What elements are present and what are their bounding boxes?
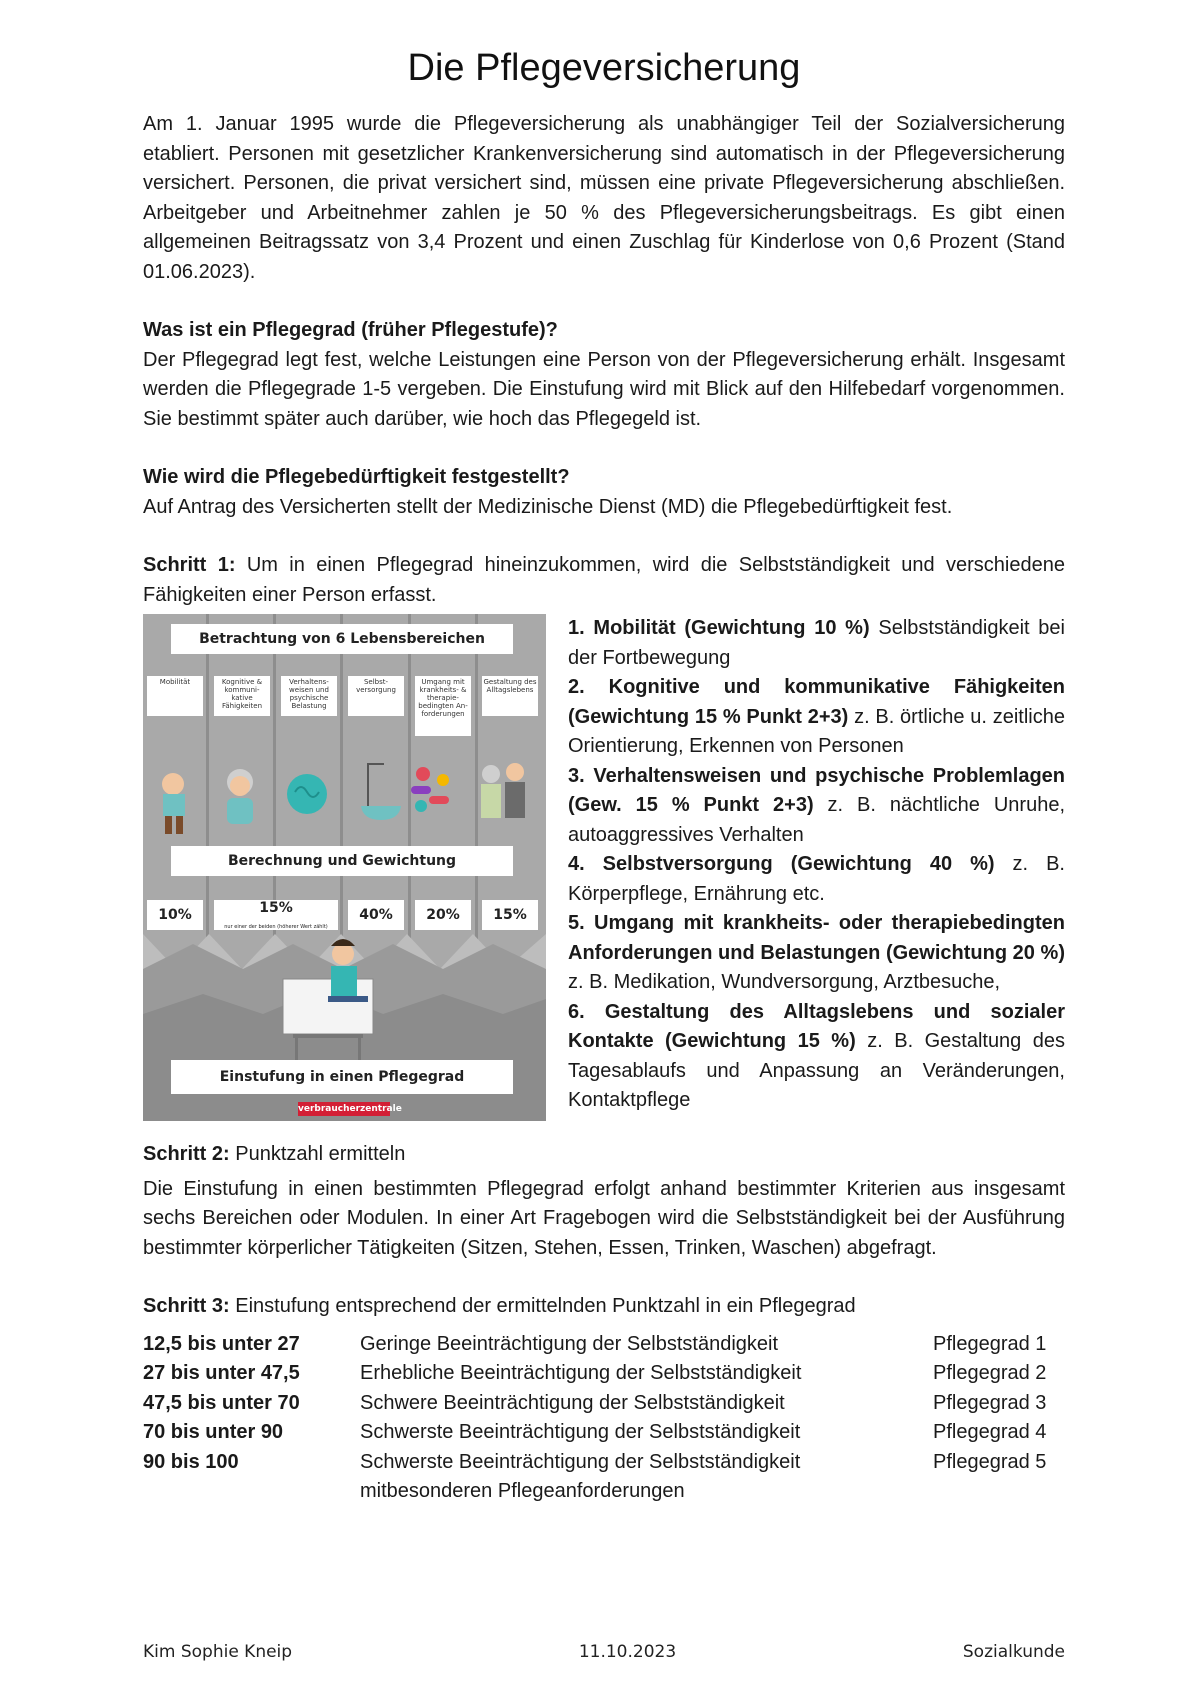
pct-illness: 20% xyxy=(415,900,471,930)
step2-text: Punktzahl ermitteln xyxy=(229,1143,406,1165)
pct-note: nur einer der beiden (höherer Wert zählt) xyxy=(224,924,328,930)
footer-author: Kim Sophie Kneip xyxy=(143,1642,293,1662)
section-heading-pflegegrad: Was ist ein Pflegegrad (früher Pflegestufe)? xyxy=(143,319,558,341)
step3-label: Schritt 3: xyxy=(143,1295,230,1317)
list-item: 6. Gestaltung des Alltagslebens und sozialer Kontakte (Gewichtung 15 %) z. B. Gestaltung des Tagesablaufs und Anpassung an Veränderungen, Kontaktpflege xyxy=(568,1000,1066,1111)
banner-einstufung: Einstufung in einen Pflegegrad xyxy=(171,1060,513,1094)
category-behaviour: Verhaltens-weisen und psychische Belastung xyxy=(281,676,337,716)
step1-content xyxy=(143,614,1065,1134)
grade5-extra: mitbesonderen Pflegeanforderungen xyxy=(360,1480,685,1502)
step1-label: Schritt 1: xyxy=(143,554,236,576)
step2-paragraph xyxy=(143,1140,1065,1170)
list-item: 5. Umgang mit krankheits- oder therapiebedingten Anforderungen und Belastungen (Gewichtung 20 %) z. B. Medikation, Wundversorgung, Arztbesuche, xyxy=(568,912,1065,993)
step2-body: Die Einstufung in einen bestimmten Pflegegrad erfolgt anhand bestimmter Kriterien aus insgesamt sechs Bereichen oder Modulen. In einer Art Fragebogen wird die Selbstständigkeit bei der Ausführung bestimmter körperlicher Tätigkeiten (Sitzen, Stehen, Essen, Trinken, Waschen) abgefragt. xyxy=(143,1177,1065,1259)
pct-mobility: 10% xyxy=(147,900,203,930)
category-daily-life: Gestaltung des Alltagslebens xyxy=(482,676,538,716)
page-footer xyxy=(143,1642,1065,1662)
intro-paragraph: Am 1. Januar 1995 wurde die Pflegeversicherung als unabhängiger Teil der Sozialversicherung etabliert. Personen mit gesetzlicher Krankenversicherung sind automatisch in der Pflegeversicherung versichert. Personen, die privat versichert sind, müssen eine private Pflegeversicherung abschließen. Arbeitgeber und Arbeitnehmer zahlen je 50 % des Pflegeversicherungsbeitrags. Es gibt einen allgemeinen Beitragssatz von 3,4 Prozent und einen Zuschlag für Kinderlose von 0,6 Prozent (Stand 01.06.2023). xyxy=(143,113,1065,283)
section-text-pflegegrad: Der Pflegegrad legt fest, welche Leistungen eine Person von der Pflegeversicherung erhält. Insgesamt werden die Pflegegrade 1-5 vergeben. Die Einstufung wird mit Blick auf den Hilfebedarf vorgenommen. Sie bestimmt später auch darüber, wie hoch das Pflegegeld ist. xyxy=(143,348,1065,430)
areas-list xyxy=(568,614,1065,1116)
grade-table xyxy=(143,1330,1065,1507)
step2-label: Schritt 2: xyxy=(143,1143,230,1165)
list-item: 1. Mobilität (Gewichtung 10 %) Selbstständigkeit bei der Fortbewegung xyxy=(568,617,1065,669)
table-row: 12,5 bis unter 27 Geringe Beeinträchtigung der Selbstständigkeit Pflegegrad 1 xyxy=(143,1332,1047,1355)
table-row: 90 bis 100 Schwerste Beeinträchtigung der Selbstständigkeit Pflegegrad 5 xyxy=(143,1450,1047,1473)
step3-paragraph xyxy=(143,1292,1065,1322)
category-illness: Umgang mit krankheits- & therapie-bedingten An-forderungen xyxy=(415,676,471,736)
list-item: 2. Kognitive und kommunikative Fähigkeiten (Gewichtung 15 % Punkt 2+3) z. B. örtliche u. zeitliche Orientierung, Erkennen von Personen xyxy=(568,676,1065,757)
list-item: 4. Selbstversorgung (Gewichtung 40 %) z. B. Körperpflege, Ernährung etc. xyxy=(568,853,1065,905)
pct-daily-life: 15% xyxy=(482,900,538,930)
section-text-feststellung: Auf Antrag des Versicherten stellt der Medizinische Dienst (MD) die Pflegebedürftigkeit fest. xyxy=(143,495,953,518)
pct-cognitive-behaviour xyxy=(214,900,338,930)
pct-selfcare: 40% xyxy=(348,900,404,930)
step3-text: Einstufung entsprechend der ermittelnden Punktzahl in ein Pflegegrad xyxy=(229,1295,856,1317)
list-item: 3. Verhaltensweisen und psychische Problemlagen (Gew. 15 % Punkt 2+3) z. B. nächtliche Unruhe, autoaggressives Verhalten xyxy=(568,764,1065,846)
category-mobility: Mobilität xyxy=(147,676,203,716)
category-cognitive: Kognitive & kommuni-kative Fähigkeiten xyxy=(214,676,270,716)
footer-subject: Sozialkunde xyxy=(962,1642,1065,1662)
page-title: Die Pflegeversicherung xyxy=(407,47,801,89)
document-page xyxy=(143,40,1065,1507)
banner-lebensbereiche: Betrachtung von 6 Lebensbereichen xyxy=(171,624,513,654)
table-row: 27 bis unter 47,5 Erhebliche Beeinträchtigung der Selbstständigkeit Pflegegrad 2 xyxy=(143,1362,1047,1384)
banner-berechnung: Berechnung und Gewichtung xyxy=(171,846,513,876)
table-row: 70 bis unter 90 Schwerste Beeinträchtigung der Selbstständigkeit Pflegegrad 4 xyxy=(143,1421,1047,1443)
table-row xyxy=(143,1477,1065,1507)
infographic xyxy=(143,614,546,1121)
verbraucherzentrale-logo: verbraucherzentrale xyxy=(298,1104,402,1114)
footer-date: 11.10.2023 xyxy=(578,1642,677,1662)
step1-text: Um in einen Pflegegrad hineinzukommen, wird die Selbstständigkeit und verschiedene Fähigkeiten einer Person erfasst. xyxy=(143,554,1065,606)
category-selfcare: Selbst-versorgung xyxy=(348,676,404,716)
table-row: 47,5 bis unter 70 Schwere Beeinträchtigung der Selbstständigkeit Pflegegrad 3 xyxy=(143,1391,1047,1414)
step1-paragraph xyxy=(143,551,1065,610)
section-heading-feststellung: Wie wird die Pflegebedürftigkeit festgestellt? xyxy=(143,466,570,488)
pct-cognitive-behaviour-value: 15% xyxy=(259,900,293,916)
